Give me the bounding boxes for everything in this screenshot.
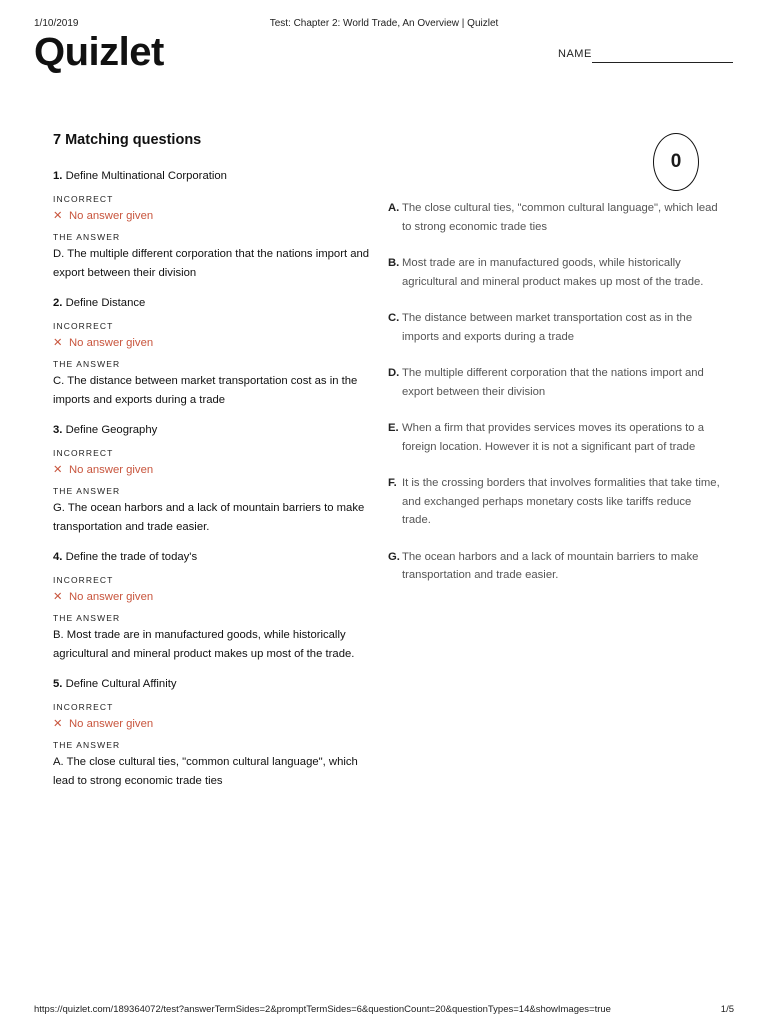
close-x-icon: ✕	[53, 210, 63, 222]
question-status: INCORRECT	[53, 448, 114, 458]
question-number: 5.	[53, 678, 63, 690]
question-prompt	[53, 676, 373, 692]
question-number: 4.	[53, 551, 63, 563]
given-answer-text: No answer given	[69, 718, 154, 730]
question-status: INCORRECT	[53, 194, 114, 204]
question-item	[53, 549, 373, 664]
question-item	[53, 422, 373, 537]
answer-label: THE ANSWER	[53, 740, 121, 750]
question-prompt	[53, 168, 373, 184]
option-text: The ocean harbors and a lack of mountain barriers to make transportation and trade easier.	[402, 550, 699, 581]
option-text: The distance between market transportation cost as in the imports and exports during a trade	[402, 312, 693, 343]
question-item	[53, 676, 373, 791]
name-input-line[interactable]	[592, 62, 733, 63]
question-status: INCORRECT	[53, 702, 114, 712]
option-text: Most trade are in manufactured goods, while historically agricultural and mineral product makes up most of the trade.	[402, 257, 704, 288]
answer-option	[388, 548, 720, 585]
question-text: Define the trade of today's	[65, 551, 198, 563]
answer-option	[388, 199, 720, 236]
answer-option	[388, 419, 720, 456]
question-number: 3.	[53, 424, 63, 436]
option-letter: G.	[388, 550, 400, 563]
given-answer	[53, 589, 373, 605]
correct-answer: B. Most trade are in manufactured goods, while historically agricultural and mineral product makes up most of the trade.	[53, 629, 355, 660]
question-text: Define Multinational Corporation	[65, 170, 227, 182]
option-text: The multiple different corporation that the nations import and export between their division	[402, 367, 704, 398]
answer-option	[388, 309, 720, 346]
given-answer	[53, 335, 373, 351]
answer-option	[388, 364, 720, 401]
answer-options	[388, 199, 720, 603]
print-date: 1/10/2019	[34, 18, 79, 29]
question-item	[53, 168, 373, 283]
question-text: Define Geography	[65, 424, 158, 436]
answer-label: THE ANSWER	[53, 613, 121, 623]
option-letter: C.	[388, 312, 400, 324]
option-text: It is the crossing borders that involves formalities that take time, and exchanged perhaps monetary costs like tariffs reduce trade.	[402, 477, 720, 526]
close-x-icon: ✕	[53, 337, 63, 349]
score-value: 0	[670, 151, 682, 172]
option-letter: E.	[388, 422, 399, 434]
section-title: 7 Matching questions	[53, 132, 202, 148]
given-answer-text: No answer given	[69, 337, 154, 349]
page-number: 1/5	[720, 1004, 734, 1015]
given-answer-text: No answer given	[69, 210, 154, 222]
given-answer	[53, 208, 373, 224]
close-x-icon: ✕	[53, 591, 63, 603]
option-letter: D.	[388, 367, 400, 379]
given-answer-text: No answer given	[69, 464, 154, 476]
given-answer-text: No answer given	[69, 591, 154, 603]
question-text: Define Cultural Affinity	[65, 678, 177, 690]
close-x-icon: ✕	[53, 464, 63, 476]
print-url: https://quizlet.com/189364072/test?answerTermSides=2&promptTermSides=6&questionCount=20&questionTypes=14&showImages=true	[34, 1004, 611, 1015]
correct-answer: D. The multiple different corporation that the nations import and export between their division	[53, 248, 370, 279]
score-badge	[653, 133, 699, 191]
answer-option	[388, 474, 720, 530]
print-title: Test: Chapter 2: World Trade, An Overview | Quizlet	[269, 18, 499, 29]
question-prompt	[53, 422, 373, 438]
question-text: Define Distance	[65, 297, 146, 309]
question-list	[53, 168, 373, 803]
answer-label: THE ANSWER	[53, 359, 121, 369]
given-answer	[53, 716, 373, 732]
question-number: 1.	[53, 170, 63, 182]
close-x-icon: ✕	[53, 718, 63, 730]
correct-answer: G. The ocean harbors and a lack of mountain barriers to make transportation and trade easier.	[53, 502, 365, 533]
given-answer	[53, 462, 373, 478]
question-status: INCORRECT	[53, 321, 114, 331]
question-prompt	[53, 549, 373, 565]
correct-answer: A. The close cultural ties, "common cultural language", which lead to strong economic trade ties	[53, 756, 358, 787]
correct-answer: C. The distance between market transportation cost as in the imports and exports during a trade	[53, 375, 358, 406]
option-letter: A.	[388, 202, 400, 214]
answer-label: THE ANSWER	[53, 486, 121, 496]
option-text: When a firm that provides services moves its operations to a foreign location. However it is not a significant part of trade	[402, 422, 705, 453]
answer-label: THE ANSWER	[53, 232, 121, 242]
question-number: 2.	[53, 297, 63, 309]
quizlet-logo: Quizlet	[34, 30, 164, 74]
answer-option	[388, 254, 720, 291]
option-text: The close cultural ties, "common cultural language", which lead to strong economic trade ties	[402, 202, 718, 233]
option-letter: F.	[388, 477, 397, 489]
question-item	[53, 295, 373, 410]
question-prompt	[53, 295, 373, 311]
option-letter: B.	[388, 257, 400, 269]
question-status: INCORRECT	[53, 575, 114, 585]
name-label: NAME	[558, 48, 592, 60]
